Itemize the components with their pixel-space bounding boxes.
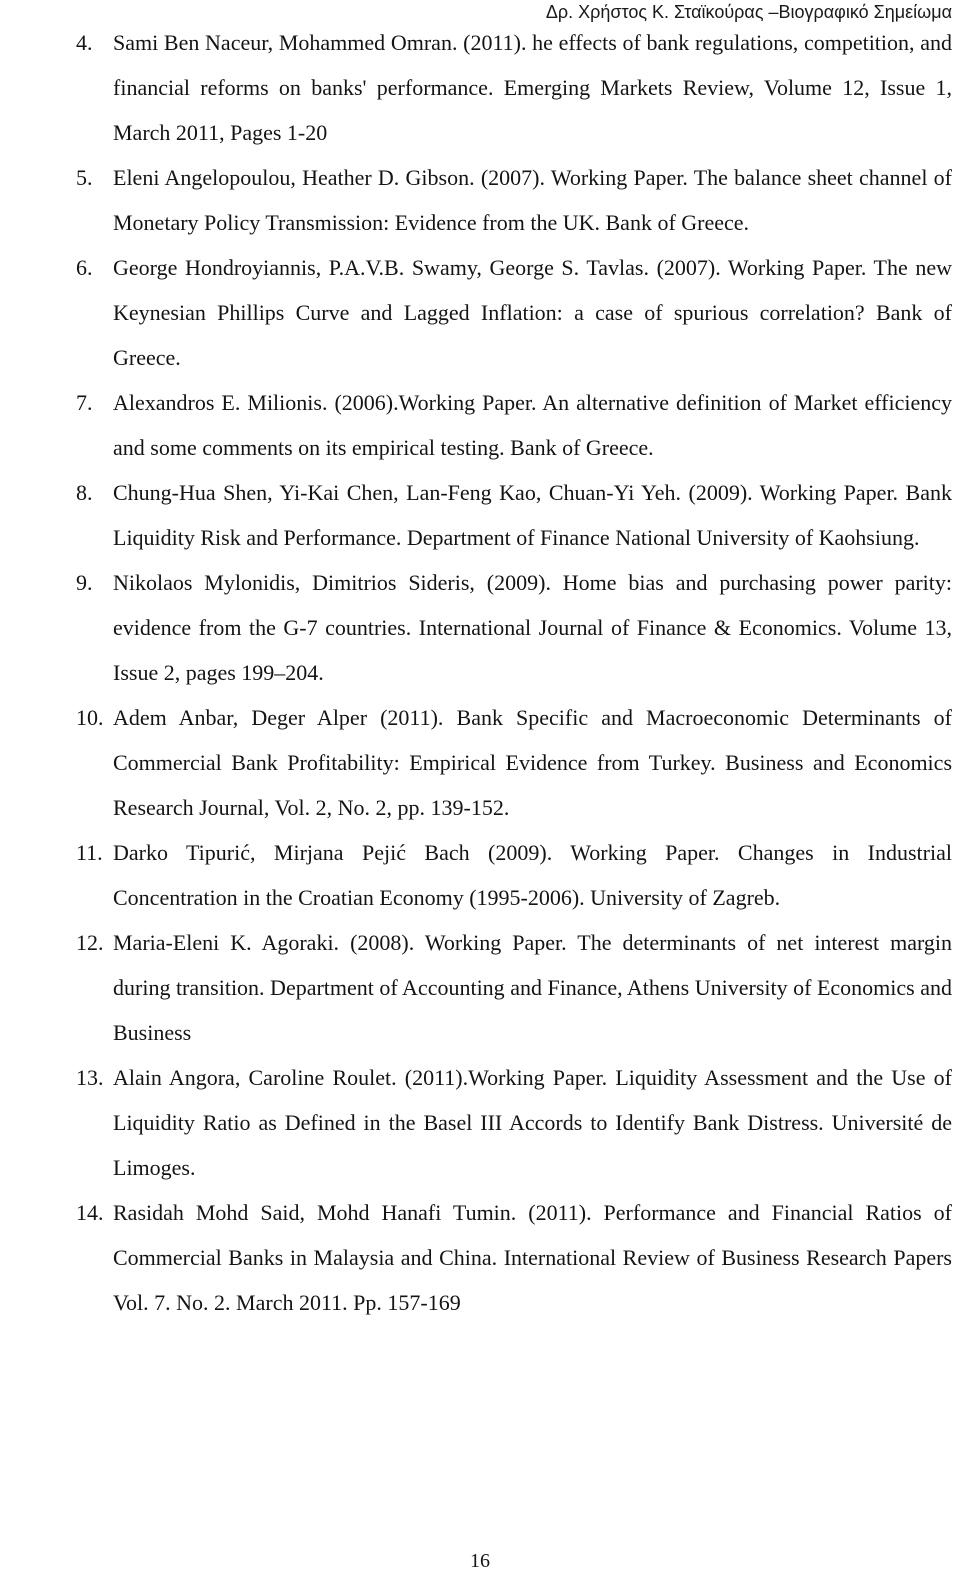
reference-item xyxy=(76,1055,952,1190)
reference-item xyxy=(76,155,952,245)
reference-item xyxy=(76,245,952,380)
reference-number: 11. xyxy=(76,840,103,865)
reference-text: Darko Tipurić, Mirjana Pejić Bach (2009). Working Paper. Changes in Industrial Concentration in the Croatian Economy (1995-2006). University of Zagreb. xyxy=(113,840,952,910)
reference-item xyxy=(76,380,952,470)
reference-item xyxy=(76,695,952,830)
reference-number: 8. xyxy=(76,480,93,505)
reference-text: Adem Anbar, Deger Alper (2011). Bank Specific and Macroeconomic Determinants of Commercial Bank Profitability: Empirical Evidence from Turkey. Business and Economics Research Journal, Vol. 2, No. 2, pp. 139-152. xyxy=(113,705,952,820)
reference-number: 4. xyxy=(76,30,93,55)
reference-number: 12. xyxy=(76,930,104,955)
running-header: Δρ. Χρήστος Κ. Σταϊκούρας –Βιογραφικό Σημείωμα xyxy=(545,2,952,22)
reference-text: Chung-Hua Shen, Yi-Kai Chen, Lan-Feng Kao, Chuan-Yi Yeh. (2009). Working Paper. Bank Liquidity Risk and Performance. Department of Finance National University of Kaohsiung. xyxy=(113,480,952,550)
reference-text: Eleni Angelopoulou, Heather D. Gibson. (2007). Working Paper. The balance sheet channel of Monetary Policy Transmission: Evidence from the UK. Bank of Greece. xyxy=(113,165,952,235)
reference-text: Alexandros E. Milionis. (2006).Working Paper. An alternative definition of Market efficiency and some comments on its empirical testing. Bank of Greece. xyxy=(113,390,952,460)
reference-text: George Hondroyiannis, P.A.V.B. Swamy, George S. Tavlas. (2007). Working Paper. The new Keynesian Phillips Curve and Lagged Inflation: a case of spurious correlation? Bank of Greece. xyxy=(113,255,952,370)
reference-item xyxy=(76,20,952,155)
reference-list xyxy=(76,20,952,1325)
reference-number: 14. xyxy=(76,1200,104,1225)
reference-item xyxy=(76,830,952,920)
reference-number: 6. xyxy=(76,255,93,280)
reference-number: 9. xyxy=(76,570,93,595)
reference-item xyxy=(76,1190,952,1325)
reference-text: Alain Angora, Caroline Roulet. (2011).Working Paper. Liquidity Assessment and the Use of Liquidity Ratio as Defined in the Basel III Accords to Identify Bank Distress. Université de Limoges. xyxy=(113,1065,952,1180)
reference-item xyxy=(76,560,952,695)
reference-number: 5. xyxy=(76,165,93,190)
reference-item xyxy=(76,470,952,560)
reference-number: 7. xyxy=(76,390,93,415)
reference-text: Sami Ben Naceur, Mohammed Omran. (2011). he effects of bank regulations, competition, and financial reforms on banks' performance. Emerging Markets Review, Volume 12, Issue 1, March 2011, Pages 1-20 xyxy=(113,30,952,145)
reference-text: Rasidah Mohd Said, Mohd Hanafi Tumin. (2011). Performance and Financial Ratios of Commercial Banks in Malaysia and China. International Review of Business Research Papers Vol. 7. No. 2. March 2011. Pp. 157-169 xyxy=(113,1200,952,1315)
reference-text: Nikolaos Mylonidis, Dimitrios Sideris, (2009). Home bias and purchasing power parity: evidence from the G-7 countries. International Journal of Finance & Economics. Volume 13, Issue 2, pages 199–204. xyxy=(113,570,952,685)
page-number: 16 xyxy=(470,1550,490,1572)
reference-number: 10. xyxy=(76,705,104,730)
reference-number: 13. xyxy=(76,1065,104,1090)
reference-item xyxy=(76,920,952,1055)
reference-text: Maria-Eleni K. Agoraki. (2008). Working Paper. The determinants of net interest margin during transition. Department of Accounting and Finance, Athens University of Economics and Business xyxy=(113,930,952,1045)
